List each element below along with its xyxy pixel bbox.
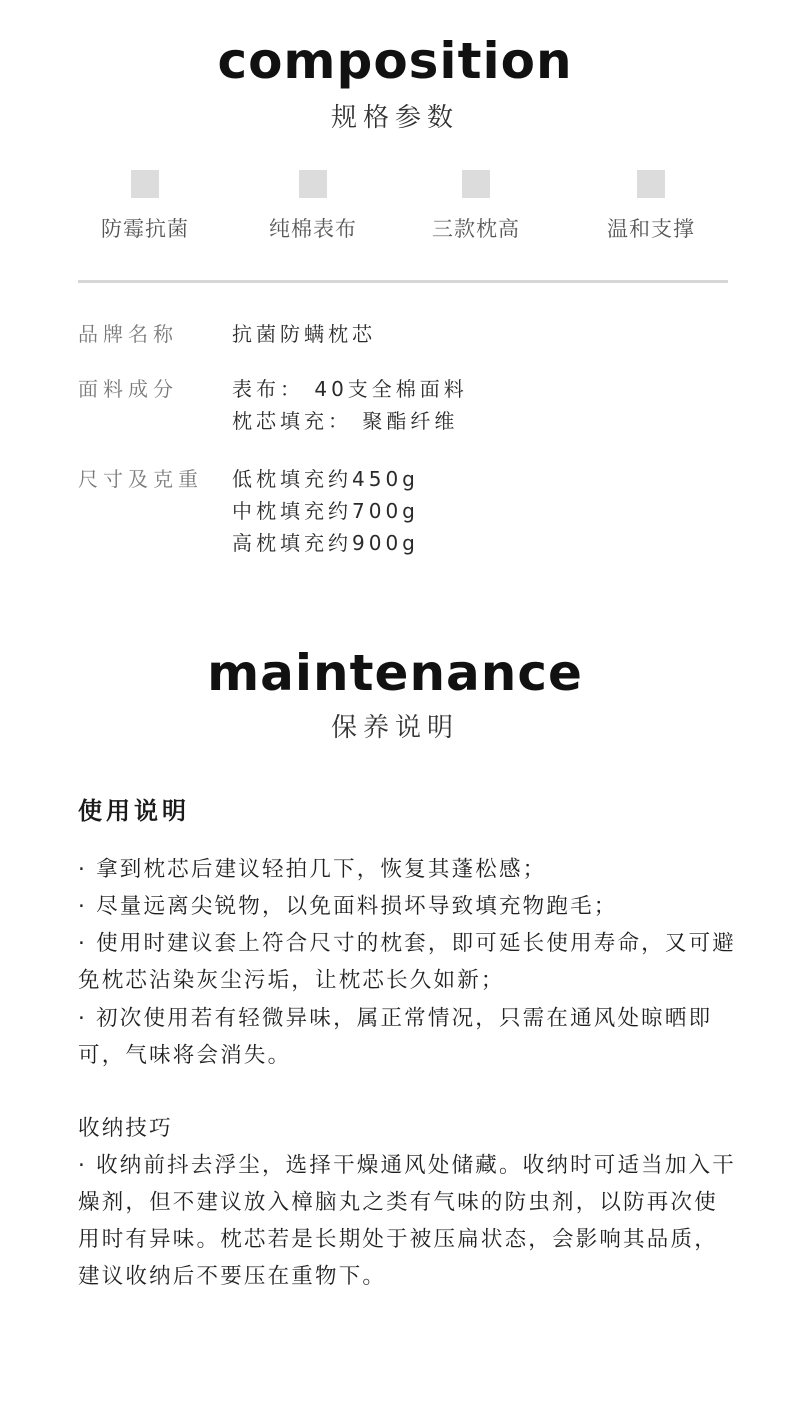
- maintenance-title: maintenance: [207, 644, 583, 702]
- feature-icon: [299, 170, 327, 198]
- usage-item: · 初次使用若有轻微异味，属正常情况，只需在通风处晾晒即可，气味将会消失。: [78, 1006, 713, 1068]
- feature-item: [65, 170, 225, 244]
- storage-text: · 收纳前抖去浮尘，选择干燥通风处储藏。收纳时可适当加入干燥剂，但不建议放入樟脑丸之类有气味的防虫剂，以防再次使用时有异味。枕芯若是长期处于被压扁状态，会影响其品质，建议收纳后不要压在重物下。: [78, 1153, 736, 1289]
- spec-key: 品牌名称: [78, 322, 178, 346]
- feature-label: 三款枕高: [432, 217, 520, 241]
- spec-value: 高枕填充约900g: [232, 531, 419, 555]
- feature-label: 纯棉表布: [269, 217, 357, 241]
- feature-item: [571, 170, 731, 244]
- spec-values: [232, 318, 732, 350]
- usage-heading: 使用说明: [78, 797, 190, 825]
- usage-item: · 拿到枕芯后建议轻拍几下，恢复其蓬松感；: [78, 857, 547, 882]
- storage-heading: 收纳技巧: [78, 1116, 173, 1141]
- spec-value: 表布： 40支全棉面料: [232, 377, 468, 401]
- spec-key: 面料成分: [78, 377, 178, 401]
- feature-icon: [131, 170, 159, 198]
- spec-key: 尺寸及克重: [78, 467, 203, 491]
- spec-value: 抗菌防螨枕芯: [232, 322, 376, 346]
- spec-value: 中枕填充约700g: [232, 499, 419, 523]
- feature-label: 温和支撑: [607, 217, 695, 241]
- composition-title: composition: [217, 32, 573, 90]
- feature-icon: [637, 170, 665, 198]
- feature-icon: [462, 170, 490, 198]
- composition-subtitle: 规格参数: [330, 103, 459, 133]
- feature-label: 防霉抗菌: [101, 217, 189, 241]
- spec-values: [232, 373, 732, 437]
- feature-item: [233, 170, 393, 244]
- maintenance-subtitle: 保养说明: [330, 713, 459, 743]
- spec-value: 枕芯填充： 聚酯纤维: [232, 409, 459, 433]
- spec-values: [232, 463, 732, 559]
- feature-item: [396, 170, 556, 244]
- spec-value: 低枕填充约450g: [232, 467, 419, 491]
- usage-item: · 使用时建议套上符合尺寸的枕套，即可延长使用寿命，又可避免枕芯沾染灰尘污垢，让枕芯长久如新；: [78, 931, 736, 993]
- usage-item: · 尽量远离尖锐物，以免面料损坏导致填充物跑毛；: [78, 894, 618, 919]
- section-divider: [78, 280, 728, 283]
